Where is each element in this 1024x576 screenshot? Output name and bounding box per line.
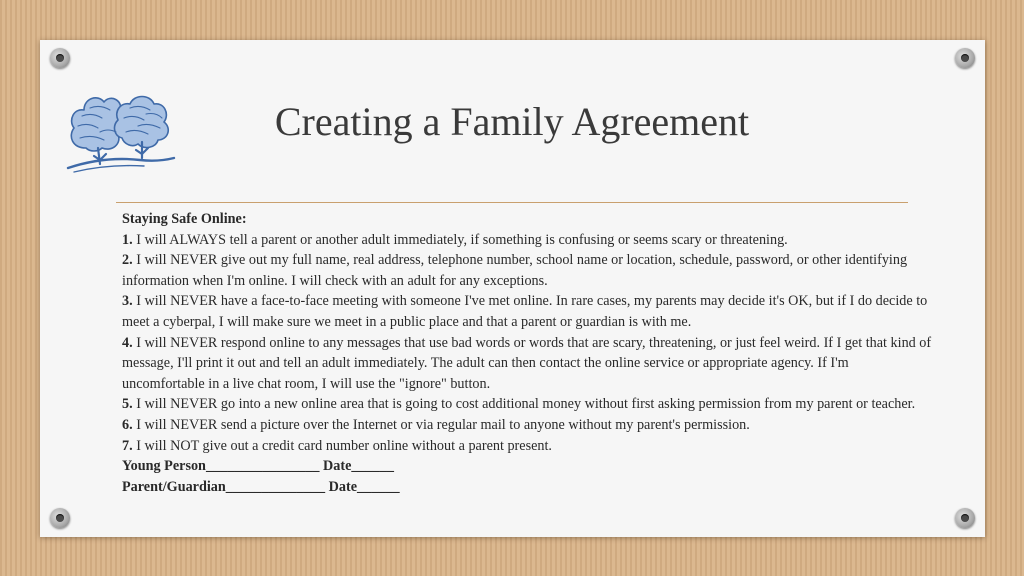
rivet-top-right (955, 48, 975, 68)
title-divider (116, 202, 908, 203)
page-title: Creating a Family Agreement (274, 99, 750, 144)
signature-parent-guardian: Parent/Guardian______________ Date______ (122, 478, 400, 495)
list-item: 6. I will NEVER send a picture over the Internet or via regular mail to anyone without my parent's permission. (122, 416, 750, 433)
rivet-top-left (50, 48, 70, 68)
list-item: 2. I will NEVER give out my full name, real address, telephone number, school name or location, schedule, password, or other identifying information when I'm online. I will check with an adult for any exceptions. (122, 252, 908, 289)
list-item: 5. I will NEVER go into a new online area that is going to cost additional money without first asking permission from my parent or teacher. (122, 396, 916, 413)
list-item: 1. I will ALWAYS tell a parent or another adult immediately, if something is confusing or seems scary or threatening. (122, 231, 788, 248)
list-item: 7. I will NOT give out a credit card number online without a parent present. (122, 437, 552, 454)
list-item: 4. I will NEVER respond online to any messages that use bad words or words that are scary, threatening, or just feel weird. If I get that kind of message, I'll print it out and tell an adult immediately. The adult can then contact the online service or appropriate agency. If I'm uncomfortable in a live chat room, I will use the "ignore" button. (122, 334, 932, 392)
rivet-bottom-right (955, 508, 975, 528)
section-heading: Staying Safe Online: (122, 211, 247, 227)
list-item: 3. I will NEVER have a face-to-face meeting with someone I've met online. In rare cases, my parents may decide it's OK, but if I do decide to meet a cyberpal, I will make sure we meet in a public place and that a parent or guardian is with me. (122, 293, 928, 330)
rivet-bottom-left (50, 508, 70, 528)
signature-young-person: Young Person________________ Date______ (122, 458, 394, 475)
agreement-text (122, 209, 934, 497)
